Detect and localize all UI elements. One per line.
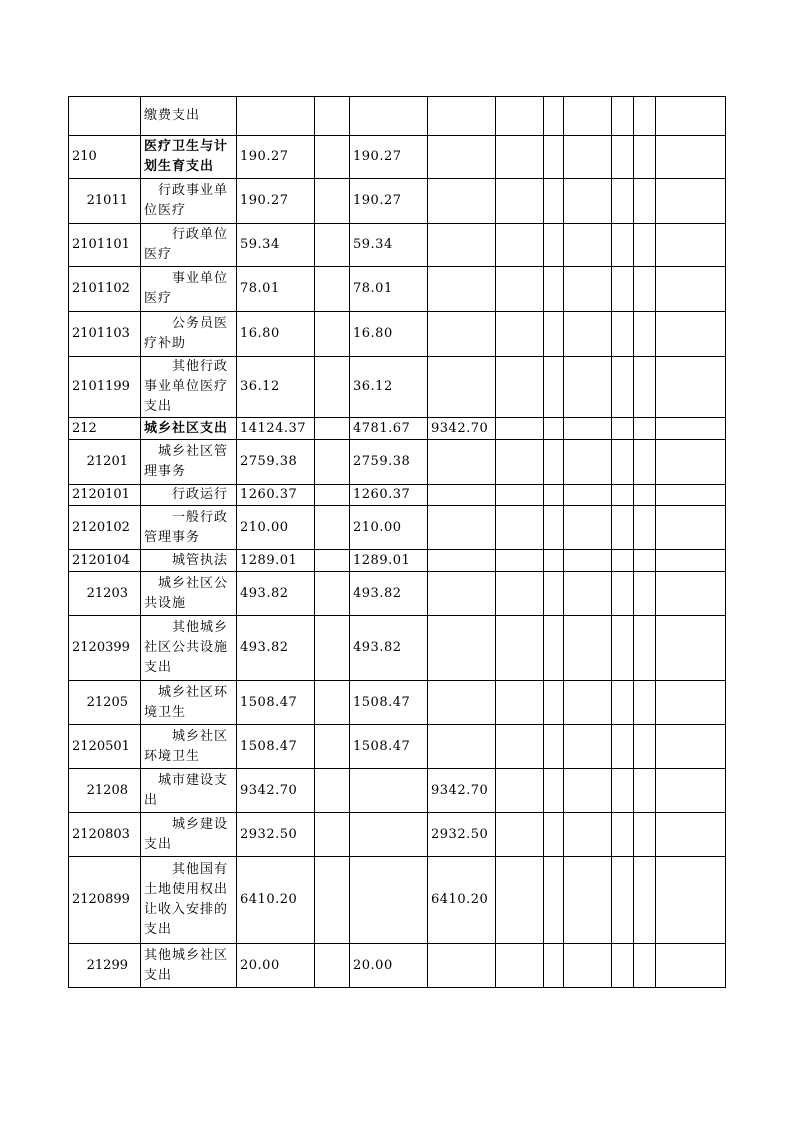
empty-cell [544, 418, 564, 440]
empty-cell [496, 312, 544, 357]
fund-budget-amount-cell [428, 725, 496, 769]
empty-cell [564, 725, 612, 769]
subject-code-cell: 21203 [69, 572, 141, 616]
empty-cell [544, 857, 564, 944]
amount-cell [315, 616, 350, 681]
general-budget-amount-cell: 20.00 [350, 944, 428, 988]
fund-budget-amount-cell: 9342.70 [428, 769, 496, 813]
general-budget-amount-cell: 2759.38 [350, 440, 428, 485]
empty-cell [656, 440, 726, 485]
empty-cell [496, 572, 544, 616]
empty-cell [612, 357, 634, 418]
table-row [69, 572, 726, 616]
subject-code-cell: 21299 [69, 944, 141, 988]
empty-cell [544, 312, 564, 357]
subject-code-cell: 2101199 [69, 357, 141, 418]
amount-cell [315, 418, 350, 440]
empty-cell [496, 857, 544, 944]
amount-cell [315, 267, 350, 312]
empty-cell [496, 485, 544, 506]
fund-budget-amount-cell [428, 485, 496, 506]
subject-name-cell: 城市建设支出 [141, 769, 237, 813]
empty-cell [612, 97, 634, 136]
general-budget-amount-cell: 16.80 [350, 312, 428, 357]
subject-code-cell [69, 97, 141, 136]
general-budget-amount-cell: 1508.47 [350, 681, 428, 725]
empty-cell [544, 179, 564, 224]
empty-cell [634, 857, 656, 944]
empty-cell [496, 418, 544, 440]
empty-cell [612, 725, 634, 769]
total-amount-cell: 78.01 [237, 267, 315, 312]
total-amount-cell: 9342.70 [237, 769, 315, 813]
empty-cell [612, 179, 634, 224]
table-row [69, 681, 726, 725]
empty-cell [634, 681, 656, 725]
empty-cell [634, 418, 656, 440]
total-amount-cell: 6410.20 [237, 857, 315, 944]
table-row [69, 357, 726, 418]
empty-cell [564, 179, 612, 224]
empty-cell [634, 725, 656, 769]
subject-code-cell: 2120104 [69, 550, 141, 572]
total-amount-cell: 493.82 [237, 616, 315, 681]
empty-cell [544, 725, 564, 769]
fund-budget-amount-cell [428, 179, 496, 224]
empty-cell [612, 440, 634, 485]
amount-cell [315, 769, 350, 813]
total-amount-cell: 2932.50 [237, 813, 315, 857]
amount-cell [315, 944, 350, 988]
empty-cell [612, 267, 634, 312]
empty-cell [496, 769, 544, 813]
empty-cell [544, 97, 564, 136]
empty-cell [634, 312, 656, 357]
table-row [69, 97, 726, 136]
empty-cell [656, 312, 726, 357]
empty-cell [544, 224, 564, 267]
empty-cell [564, 440, 612, 485]
empty-cell [612, 224, 634, 267]
empty-cell [634, 572, 656, 616]
total-amount-cell: 20.00 [237, 944, 315, 988]
total-amount-cell: 16.80 [237, 312, 315, 357]
empty-cell [656, 97, 726, 136]
empty-cell [612, 485, 634, 506]
empty-cell [656, 725, 726, 769]
fund-budget-amount-cell [428, 681, 496, 725]
total-amount-cell: 1508.47 [237, 681, 315, 725]
table-row [69, 813, 726, 857]
empty-cell [544, 944, 564, 988]
empty-cell [544, 485, 564, 506]
empty-cell [564, 267, 612, 312]
fund-budget-amount-cell: 2932.50 [428, 813, 496, 857]
empty-cell [634, 485, 656, 506]
table-row [69, 506, 726, 550]
subject-code-cell: 2101102 [69, 267, 141, 312]
empty-cell [564, 572, 612, 616]
total-amount-cell: 210.00 [237, 506, 315, 550]
subject-name-cell: 城乡社区支出 [141, 418, 237, 440]
general-budget-amount-cell: 78.01 [350, 267, 428, 312]
subject-name-cell: 城乡社区环境卫生 [141, 725, 237, 769]
table-row [69, 725, 726, 769]
fund-budget-amount-cell [428, 616, 496, 681]
subject-name-cell: 城乡社区环境卫生 [141, 681, 237, 725]
empty-cell [564, 418, 612, 440]
empty-cell [634, 813, 656, 857]
empty-cell [544, 550, 564, 572]
general-budget-amount-cell [350, 857, 428, 944]
empty-cell [496, 357, 544, 418]
empty-cell [612, 857, 634, 944]
empty-cell [564, 357, 612, 418]
empty-cell [564, 312, 612, 357]
subject-name-cell: 城乡社区管理事务 [141, 440, 237, 485]
empty-cell [612, 418, 634, 440]
empty-cell [544, 572, 564, 616]
empty-cell [496, 506, 544, 550]
empty-cell [656, 136, 726, 179]
total-amount-cell: 59.34 [237, 224, 315, 267]
empty-cell [544, 813, 564, 857]
empty-cell [634, 440, 656, 485]
empty-cell [656, 857, 726, 944]
empty-cell [544, 136, 564, 179]
subject-name-cell: 城乡建设支出 [141, 813, 237, 857]
empty-cell [634, 224, 656, 267]
amount-cell [315, 179, 350, 224]
empty-cell [544, 440, 564, 485]
empty-cell [612, 506, 634, 550]
empty-cell [634, 97, 656, 136]
empty-cell [612, 769, 634, 813]
empty-cell [564, 681, 612, 725]
empty-cell [634, 179, 656, 224]
empty-cell [544, 769, 564, 813]
total-amount-cell: 1260.37 [237, 485, 315, 506]
subject-name-cell: 一般行政管理事务 [141, 506, 237, 550]
table-row [69, 440, 726, 485]
table-row [69, 616, 726, 681]
general-budget-amount-cell: 36.12 [350, 357, 428, 418]
total-amount-cell: 1508.47 [237, 725, 315, 769]
empty-cell [656, 179, 726, 224]
amount-cell [315, 440, 350, 485]
subject-name-cell: 医疗卫生与计划生育支出 [141, 136, 237, 179]
general-budget-amount-cell: 59.34 [350, 224, 428, 267]
subject-code-cell: 21011 [69, 179, 141, 224]
subject-code-cell: 2120101 [69, 485, 141, 506]
general-budget-amount-cell [350, 97, 428, 136]
empty-cell [496, 813, 544, 857]
subject-name-cell: 行政事业单位医疗 [141, 179, 237, 224]
total-amount-cell: 190.27 [237, 179, 315, 224]
general-budget-amount-cell: 1289.01 [350, 550, 428, 572]
fund-budget-amount-cell [428, 267, 496, 312]
empty-cell [496, 616, 544, 681]
general-budget-amount-cell: 210.00 [350, 506, 428, 550]
empty-cell [612, 136, 634, 179]
fund-budget-amount-cell: 9342.70 [428, 418, 496, 440]
empty-cell [656, 944, 726, 988]
subject-code-cell: 2120803 [69, 813, 141, 857]
general-budget-amount-cell: 1508.47 [350, 725, 428, 769]
empty-cell [612, 813, 634, 857]
amount-cell [315, 136, 350, 179]
empty-cell [656, 267, 726, 312]
subject-name-cell: 公务员医疗补助 [141, 312, 237, 357]
empty-cell [656, 616, 726, 681]
empty-cell [656, 681, 726, 725]
subject-code-cell: 2101101 [69, 224, 141, 267]
empty-cell [564, 224, 612, 267]
empty-cell [656, 224, 726, 267]
empty-cell [496, 179, 544, 224]
amount-cell [315, 857, 350, 944]
empty-cell [612, 550, 634, 572]
subject-code-cell: 2120102 [69, 506, 141, 550]
empty-cell [564, 857, 612, 944]
empty-cell [496, 681, 544, 725]
empty-cell [496, 136, 544, 179]
subject-name-cell: 其他国有土地使用权出让收入安排的支出 [141, 857, 237, 944]
table-row [69, 224, 726, 267]
general-budget-amount-cell: 190.27 [350, 179, 428, 224]
empty-cell [634, 550, 656, 572]
empty-cell [634, 357, 656, 418]
empty-cell [564, 136, 612, 179]
amount-cell [315, 224, 350, 267]
subject-code-cell: 2101103 [69, 312, 141, 357]
empty-cell [496, 224, 544, 267]
table-row [69, 944, 726, 988]
empty-cell [612, 944, 634, 988]
fund-budget-amount-cell [428, 550, 496, 572]
amount-cell [315, 725, 350, 769]
amount-cell [315, 550, 350, 572]
empty-cell [612, 616, 634, 681]
fund-budget-amount-cell [428, 224, 496, 267]
total-amount-cell: 190.27 [237, 136, 315, 179]
empty-cell [656, 485, 726, 506]
fund-budget-amount-cell [428, 97, 496, 136]
empty-cell [634, 616, 656, 681]
empty-cell [612, 681, 634, 725]
empty-cell [634, 506, 656, 550]
amount-cell [315, 357, 350, 418]
empty-cell [496, 267, 544, 312]
subject-name-cell: 行政运行 [141, 485, 237, 506]
general-budget-amount-cell: 1260.37 [350, 485, 428, 506]
total-amount-cell [237, 97, 315, 136]
subject-code-cell: 2120399 [69, 616, 141, 681]
general-budget-amount-cell: 190.27 [350, 136, 428, 179]
general-budget-amount-cell: 4781.67 [350, 418, 428, 440]
empty-cell [634, 944, 656, 988]
fund-budget-amount-cell [428, 312, 496, 357]
subject-name-cell: 城乡社区公共设施 [141, 572, 237, 616]
table-row [69, 136, 726, 179]
empty-cell [656, 572, 726, 616]
empty-cell [656, 769, 726, 813]
empty-cell [656, 357, 726, 418]
subject-code-cell: 210 [69, 136, 141, 179]
subject-code-cell: 21208 [69, 769, 141, 813]
total-amount-cell: 14124.37 [237, 418, 315, 440]
fund-budget-amount-cell [428, 136, 496, 179]
empty-cell [656, 813, 726, 857]
subject-code-cell: 21201 [69, 440, 141, 485]
empty-cell [612, 312, 634, 357]
empty-cell [544, 267, 564, 312]
empty-cell [612, 572, 634, 616]
empty-cell [656, 418, 726, 440]
empty-cell [564, 550, 612, 572]
empty-cell [564, 506, 612, 550]
general-budget-amount-cell: 493.82 [350, 572, 428, 616]
empty-cell [496, 550, 544, 572]
general-budget-amount-cell [350, 813, 428, 857]
empty-cell [496, 97, 544, 136]
amount-cell [315, 312, 350, 357]
empty-cell [564, 769, 612, 813]
empty-cell [634, 136, 656, 179]
subject-code-cell: 21205 [69, 681, 141, 725]
empty-cell [564, 616, 612, 681]
empty-cell [544, 357, 564, 418]
fund-budget-amount-cell [428, 506, 496, 550]
empty-cell [564, 485, 612, 506]
fund-budget-amount-cell: 6410.20 [428, 857, 496, 944]
subject-name-cell: 其他行政事业单位医疗支出 [141, 357, 237, 418]
budget-expenditure-table [68, 96, 726, 988]
amount-cell [315, 97, 350, 136]
subject-name-cell: 行政单位医疗 [141, 224, 237, 267]
fund-budget-amount-cell [428, 357, 496, 418]
empty-cell [634, 769, 656, 813]
empty-cell [496, 440, 544, 485]
empty-cell [496, 944, 544, 988]
empty-cell [496, 725, 544, 769]
subject-name-cell: 其他城乡社区支出 [141, 944, 237, 988]
subject-code-cell: 2120501 [69, 725, 141, 769]
amount-cell [315, 485, 350, 506]
table-row [69, 550, 726, 572]
subject-code-cell: 212 [69, 418, 141, 440]
general-budget-amount-cell [350, 769, 428, 813]
table-row [69, 769, 726, 813]
total-amount-cell: 493.82 [237, 572, 315, 616]
empty-cell [564, 813, 612, 857]
table-row [69, 857, 726, 944]
fund-budget-amount-cell [428, 440, 496, 485]
subject-name-cell: 其他城乡社区公共设施支出 [141, 616, 237, 681]
amount-cell [315, 506, 350, 550]
table-row [69, 179, 726, 224]
table-row [69, 267, 726, 312]
empty-cell [544, 616, 564, 681]
subject-name-cell: 缴费支出 [141, 97, 237, 136]
table-row [69, 418, 726, 440]
fund-budget-amount-cell [428, 944, 496, 988]
empty-cell [564, 944, 612, 988]
table-row [69, 485, 726, 506]
amount-cell [315, 813, 350, 857]
amount-cell [315, 681, 350, 725]
total-amount-cell: 36.12 [237, 357, 315, 418]
amount-cell [315, 572, 350, 616]
subject-name-cell: 城管执法 [141, 550, 237, 572]
subject-name-cell: 事业单位医疗 [141, 267, 237, 312]
fund-budget-amount-cell [428, 572, 496, 616]
empty-cell [544, 681, 564, 725]
table-row [69, 312, 726, 357]
empty-cell [656, 550, 726, 572]
total-amount-cell: 2759.38 [237, 440, 315, 485]
general-budget-amount-cell: 493.82 [350, 616, 428, 681]
subject-code-cell: 2120899 [69, 857, 141, 944]
empty-cell [656, 506, 726, 550]
total-amount-cell: 1289.01 [237, 550, 315, 572]
empty-cell [544, 506, 564, 550]
empty-cell [564, 97, 612, 136]
empty-cell [634, 267, 656, 312]
table-body [69, 97, 726, 988]
